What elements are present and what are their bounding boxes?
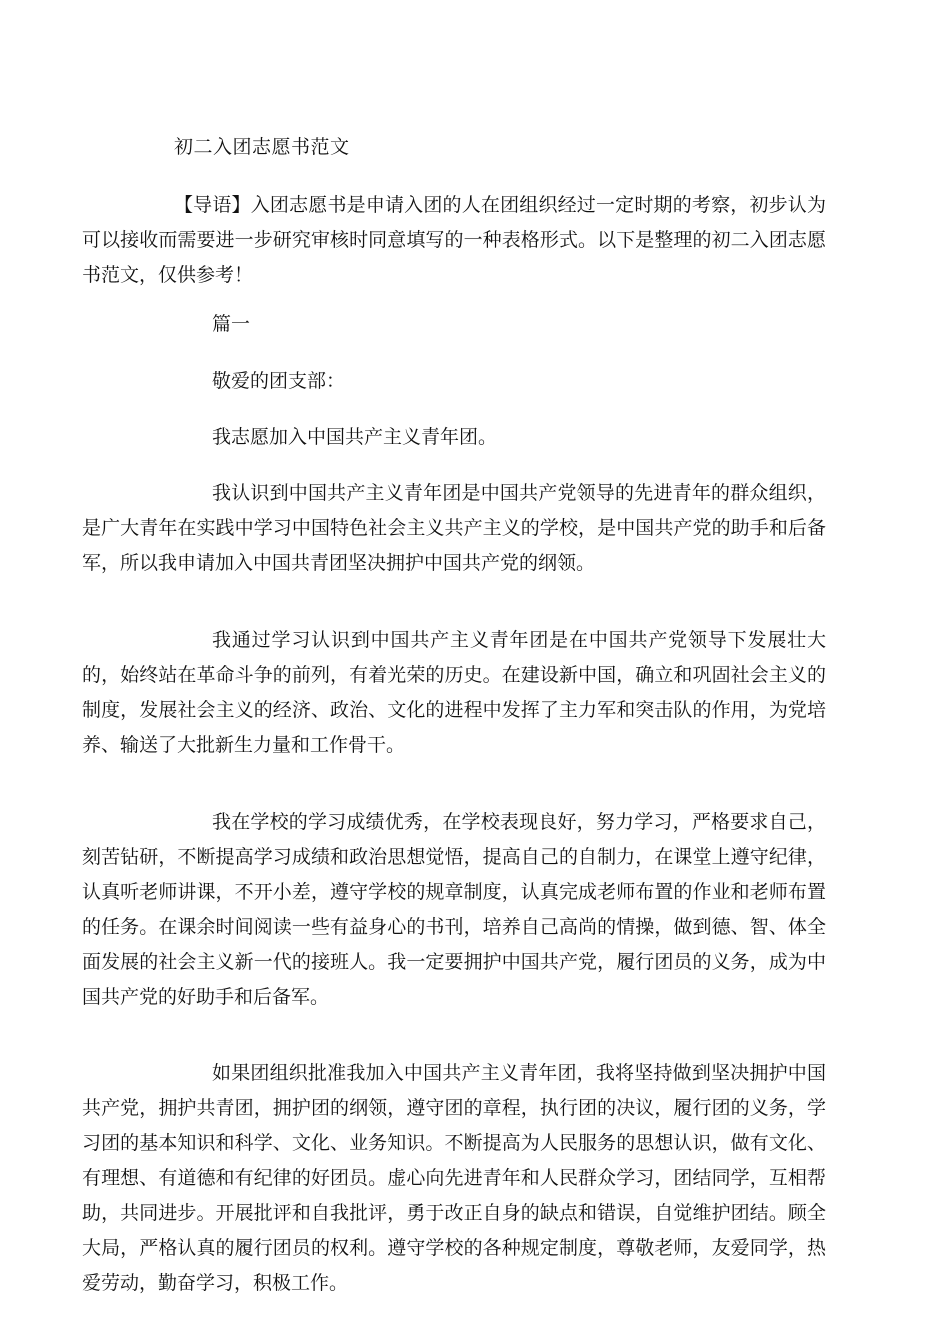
- salutation: 敬爱的团支部：: [212, 370, 346, 392]
- body-paragraph-3: 我通过学习认识到中国共产主义青年团是在中国共产党领导下发展壮大的，始终站在革命斗争的前列，有着光荣的历史。在建设新中国，确立和巩固社会主义的制度，发展社会主义的经济、政治、文化的进程中发挥了主力军和突击队的作用，为党培养、输送了大批新生力量和工作骨干。: [82, 629, 826, 756]
- intro-paragraph: [82, 188, 826, 293]
- body-paragraph-5: 如果团组织批准我加入中国共产主义青年团，我将坚持做到坚决拥护中国共产党，拥护共青团，拥护团的纲领，遵守团的章程，执行团的决议，履行团的义务，学习团的基本知识和科学、文化、业务知识。不断提高为人民服务的思想认识，做有文化、有理想、有道德和有纪律的好团员。虚心向先进青年和人民群众学习，团结同学，互相帮助，共同进步。开展批评和自我批评，勇于改正自身的缺点和错误，自觉维护团结。顾全大局，严格认真的履行团员的权利。遵守学校的各种规定制度，尊敬老师，友爱同学，热爱劳动，勤奋学习，积极工作。: [82, 1062, 826, 1294]
- body-paragraph-4: 我在学校的学习成绩优秀，在学校表现良好，努力学习，严格要求自己，刻苦钻研，不断提高学习成绩和政治思想觉悟，提高自己的自制力，在课堂上遵守纪律，认真听老师讲课，不开小差，遵守学校的规章制度，认真完成老师布置的作业和老师布置的任务。在课余时间阅读一些有益身心的书刊，培养自己高尚的情操，做到德、智、体全面发展的社会主义新一代的接班人。我一定要拥护中国共产党，履行团员的义务，成为中国共产党的好助手和后备军。: [82, 811, 826, 1008]
- body-paragraph-1: 我志愿加入中国共产主义青年团。: [212, 426, 498, 448]
- intro-text: 【导语】入团志愿书是申请入团的人在团组织经过一定时期的考察，初步认为可以接收而需要进一步研究审核时同意填写的一种表格形式。以下是整理的初二入团志愿书范文，仅供参考！: [82, 194, 826, 286]
- body-paragraph-2: 我认识到中国共产主义青年团是中国共产党领导的先进青年的群众组织，是广大青年在实践中学习中国特色社会主义共产主义的学校，是中国共产党的助手和后备军，所以我申请加入中国共青团坚决拥护中国共产党的纲领。: [82, 482, 826, 574]
- section-heading: 篇一: [212, 313, 251, 335]
- document-title: 初二入团志愿书范文: [174, 136, 350, 158]
